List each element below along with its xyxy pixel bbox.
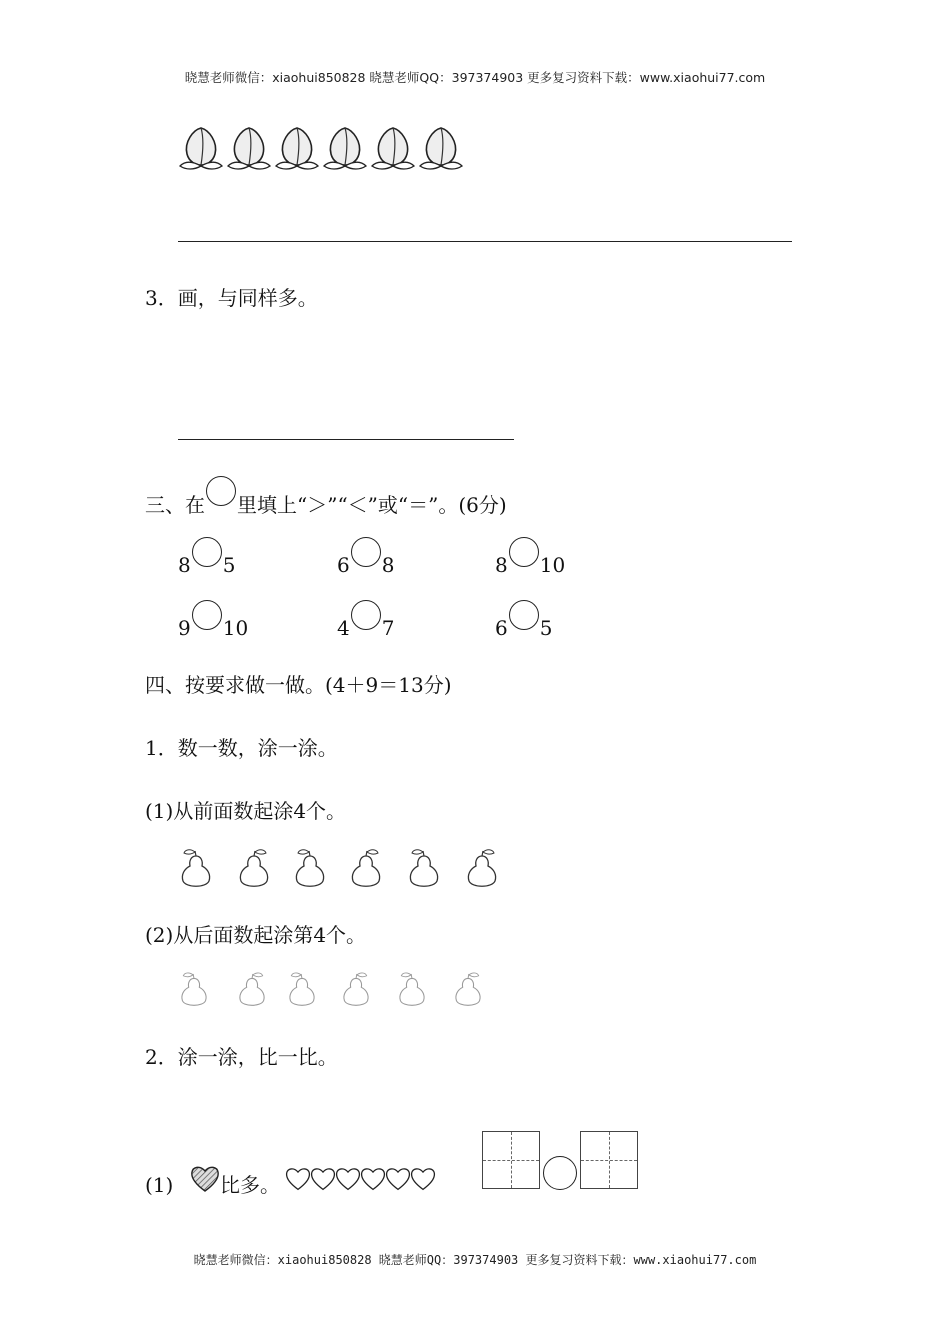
pear-icon[interactable] — [178, 848, 214, 890]
peach-icon — [418, 124, 464, 172]
pear-icon[interactable] — [292, 848, 328, 890]
section-3-prefix: 三、在 — [145, 493, 205, 517]
compare-circle[interactable] — [192, 600, 222, 630]
section-4-q1b: (2)从后面数起涂第4个。 — [145, 923, 367, 947]
section-3-title — [145, 484, 507, 517]
writing-box-left[interactable] — [482, 1131, 540, 1189]
heart-icon[interactable] — [335, 1166, 361, 1192]
pear-icon[interactable] — [236, 970, 268, 1010]
pear-icon[interactable] — [464, 848, 500, 890]
compare-left: 6 — [337, 553, 350, 577]
heart-icon[interactable] — [410, 1166, 436, 1192]
compare-right: 7 — [381, 616, 395, 640]
section-4-title: 四、按要求做一做。(4＋9＝13分) — [145, 673, 452, 697]
compare-left: 8 — [495, 553, 508, 577]
question-3: 3．画，与同样多。 — [145, 286, 318, 310]
writing-box-right[interactable] — [580, 1131, 638, 1189]
peach-icon — [322, 124, 368, 172]
circle-icon — [206, 476, 236, 506]
compare-circle[interactable] — [351, 537, 381, 567]
compare-right: 8 — [381, 553, 395, 577]
peach-icon — [370, 124, 416, 172]
pear-icon[interactable] — [286, 970, 318, 1010]
pear-icon[interactable] — [348, 848, 384, 890]
compare-item — [337, 610, 394, 640]
page-header: 晓慧老师微信：xiaohui850828 晓慧老师QQ：397374903 更多复习资料下载：www.xiaohui77.com — [184, 70, 766, 85]
peach-icon — [226, 124, 272, 172]
compare-circle[interactable] — [543, 1156, 577, 1190]
compare-circle[interactable] — [192, 537, 222, 567]
compare-item — [495, 547, 565, 577]
heart-icon[interactable] — [385, 1166, 411, 1192]
compare-item — [495, 610, 552, 640]
compare-circle[interactable] — [509, 537, 539, 567]
peach-icon — [178, 124, 224, 172]
pear-icon[interactable] — [340, 970, 372, 1010]
peach-icon — [274, 124, 320, 172]
compare-left: 8 — [178, 553, 191, 577]
compare-item — [178, 610, 248, 640]
compare-right: 5 — [539, 616, 553, 640]
section-4-q1a: (1)从前面数起涂4个。 — [145, 799, 347, 823]
section-4-q1: 1．数一数，涂一涂。 — [145, 736, 338, 760]
answer-line-short[interactable] — [178, 439, 514, 440]
pear-icon[interactable] — [236, 848, 272, 890]
heart-icon[interactable] — [285, 1166, 311, 1192]
compare-circle[interactable] — [351, 600, 381, 630]
pear-icon[interactable] — [406, 848, 442, 890]
page-footer: 晓慧老师微信：xiaohui850828 晓慧老师QQ：397374903 更多复习资料下载：www.xiaohui77.com — [193, 1253, 757, 1267]
q2a-text: 比多。 — [220, 1173, 280, 1197]
compare-left: 6 — [495, 616, 508, 640]
q2a-label: (1) — [145, 1173, 174, 1197]
heart-icon[interactable] — [310, 1166, 336, 1192]
compare-right: 10 — [222, 616, 249, 640]
pear-icon[interactable] — [452, 970, 484, 1010]
answer-line-long[interactable] — [178, 241, 792, 242]
compare-item — [178, 547, 235, 577]
heart-icon[interactable] — [360, 1166, 386, 1192]
compare-item — [337, 547, 394, 577]
compare-right: 10 — [539, 553, 566, 577]
compare-left: 9 — [178, 616, 191, 640]
section-4-q2: 2．涂一涂，比一比。 — [145, 1045, 338, 1069]
pear-icon[interactable] — [396, 970, 428, 1010]
compare-left: 4 — [337, 616, 350, 640]
heart-icon — [190, 1164, 220, 1194]
pear-icon[interactable] — [178, 970, 210, 1010]
section-3-suffix: 里填上“＞”“＜”或“＝”。(6分) — [237, 493, 507, 517]
compare-right: 5 — [222, 553, 236, 577]
compare-circle[interactable] — [509, 600, 539, 630]
